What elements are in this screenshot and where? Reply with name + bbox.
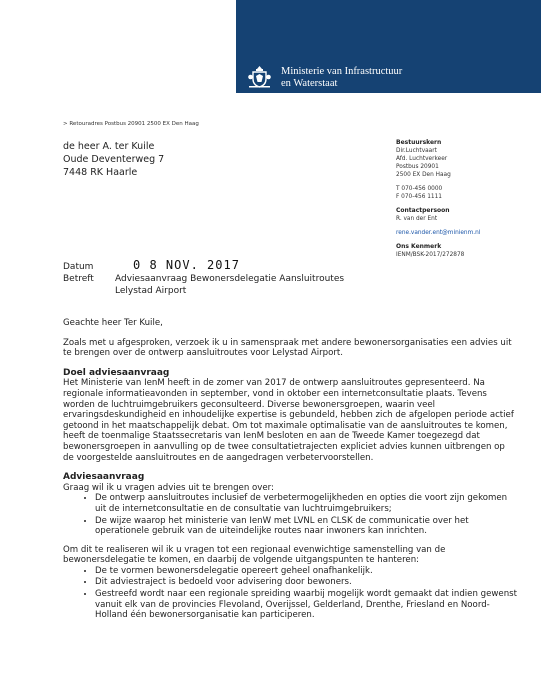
list-item: • Gestreefd wordt naar een regionale spreiding waarbij mogelijk wordt gemaakt dat indien gewenst vanuit elk van de provincies Flevoland, Overijssel, Gelderland, Drenthe, Friesland en Noord-Holland één bewonersorganisatie kan participeren. [95, 589, 518, 621]
letter-meta [63, 258, 345, 297]
dept-title: Bestuurskern [396, 139, 442, 146]
dept-line: Afd. Luchtverkeer [396, 156, 448, 162]
section-intro: Graag wil ik u vragen advies uit te brengen over: [63, 482, 274, 493]
ministry-name-line2: en Waterstaat [281, 78, 338, 89]
advice-list [63, 493, 518, 536]
addressee-city: 7448 RK Haarle [63, 167, 138, 178]
salutation: Geachte heer Ter Kuile, [63, 318, 163, 328]
subject-line1: Adviesaanvraag Bewonersdelegatie Aansluitroutes [115, 274, 345, 284]
date-label: Datum [63, 262, 94, 272]
dept-line: Dir.Luchtvaart [396, 148, 437, 154]
sender-sidebar [396, 139, 536, 259]
ministry-name-line1: Ministerie van Infrastructuur [281, 66, 403, 77]
dept-line: 2500 EX Den Haag [396, 172, 451, 178]
dept-line: Postbus 20901 [396, 164, 439, 170]
fax-number: F 070-456 1111 [396, 194, 442, 200]
addressee-name: de heer A. ter Kuile [63, 141, 155, 152]
subject-label: Betreft [63, 274, 94, 284]
section-paragraph: Het Ministerie van IenM heeft in de zomer van 2017 de ontwerp aansluitroutes gepresenteerd. Na regionale informatieavonden in september, vond in oktober een internetconsultatie plaats. Tevens worden de luchtruimgebruikers geconsulteerd. Diverse bewonersgroepen, waarin veel ervaringsdeskundigheid en inhoudelijke expertise is gebundeld, hebben zich de afgelopen periode actief getoond in het maatschappelijk debat. Om tot maximale optimalisatie van de aansluitroutes te komen, heeft de toenmalige Staatssecretaris van IenM besloten en aan de Tweede Kamer toegezegd dat bewonersgroepen in aanvulling op de twee consultatietrajecten expliciet advies kunnen uitbrengen op de voorgestelde aansluitroutes en de aangedragen verbetervoorstellen. [63, 378, 514, 463]
kenmerk-value: IENM/BSK-2017/272878 [396, 252, 465, 258]
addressee-street: Oude Deventerweg 7 [63, 154, 165, 165]
section-heading: Adviesaanvraag [63, 472, 145, 483]
intro-paragraph: Zoals met u afgesproken, verzoek ik u in samenspraak met andere bewonersorganisaties een advies uit te brengen over de ontwerp aansluitroutes voor Lelystad Airport. [63, 337, 512, 359]
date-stamp: 0 8 NOV. 2017 [133, 258, 240, 272]
list-item: • De te vormen bewonersdelegatie opereert geheel onafhankelijk. [95, 566, 518, 577]
ministry-name [281, 66, 402, 90]
kenmerk-title: Ons Kenmerk [396, 243, 442, 250]
contact-email-link[interactable]: rene.vander.ent@minienm.nl [396, 230, 481, 236]
list-item: • Dit adviestraject is bedoeld voor advisering door bewoners. [95, 577, 518, 588]
list-item: • De wijze waarop het ministerie van IenW met LVNL en CLSK de communicatie over het operationele gebruik van de uiteindelijke routes naar inwoners kan inrichten. [95, 516, 518, 537]
addressee-block [63, 140, 164, 179]
coat-of-arms-icon [246, 63, 273, 90]
return-address: > Retouradres Postbus 20901 2500 EX Den Haag [63, 121, 199, 127]
principles-list [63, 566, 518, 621]
principles-intro: Om dit te realiseren wil ik u vragen tot een regionaal evenwichtige samenstelling van de bewonersdelegatie te komen, en daarbij de volgende uitgangspunten te hanteren: [63, 544, 446, 566]
letter-body [63, 318, 518, 629]
subject-line2: Lelystad Airport [115, 286, 187, 296]
contact-name: R. van der Ent [396, 216, 438, 222]
contact-title: Contactpersoon [396, 207, 450, 214]
list-item: • De ontwerp aansluitroutes inclusief de verbetermogelijkheden en opties die voort zijn gekomen uit de internetconsultatie en de consultatie van luchtruimgebruikers; [95, 493, 518, 514]
section-heading: Doel adviesaanvraag [63, 367, 170, 378]
phone-number: T 070-456 0000 [396, 186, 443, 192]
